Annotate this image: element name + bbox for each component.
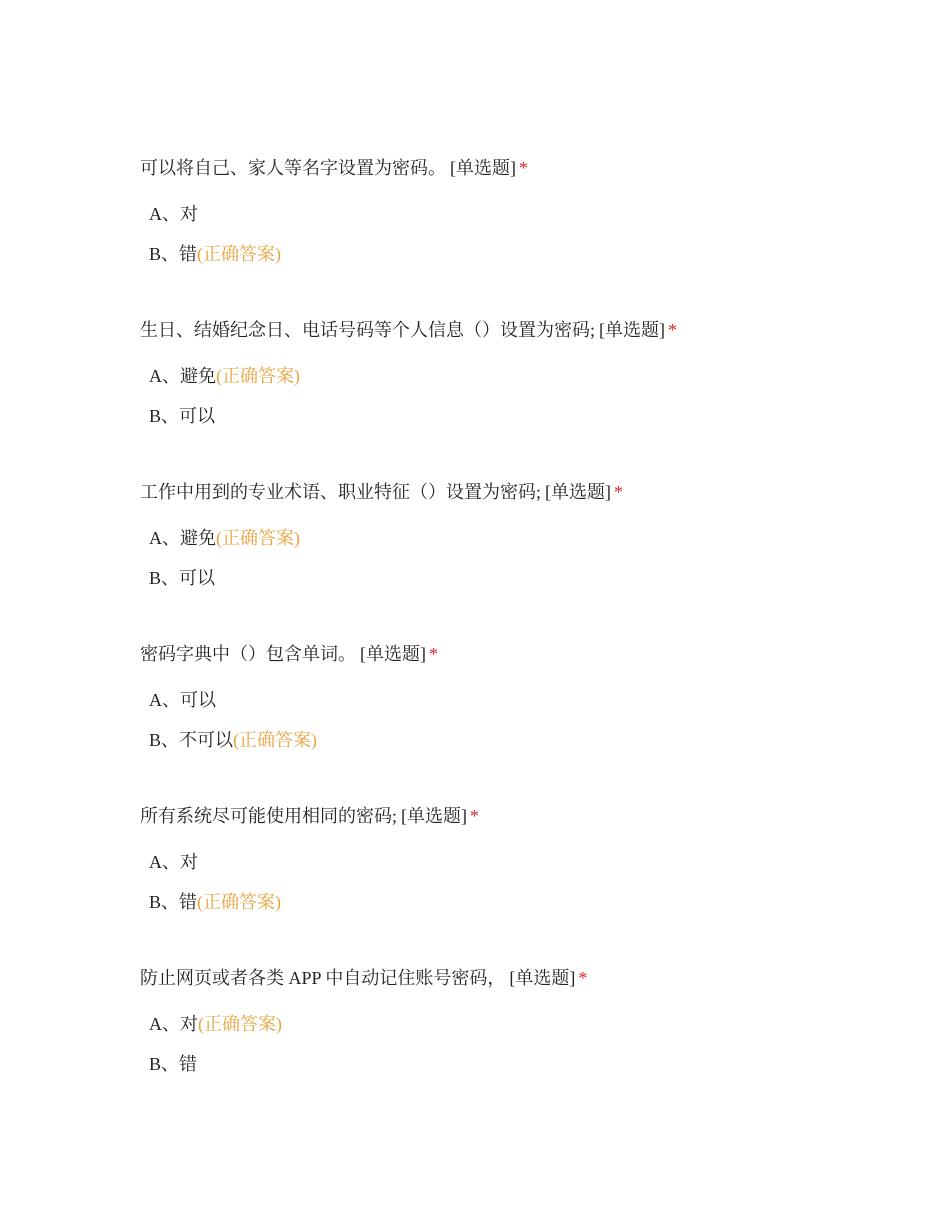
option-text: 对 [180, 204, 198, 224]
question-title [140, 965, 900, 991]
required-marker: * [668, 320, 677, 340]
question-type: [单选题] [450, 158, 516, 178]
option-a[interactable] [149, 849, 198, 875]
option-b[interactable] [149, 889, 281, 915]
required-marker: * [470, 806, 479, 826]
option-b[interactable] [149, 241, 281, 267]
correct-answer-mark: (正确答案) [233, 730, 318, 750]
question-type: [单选题] [360, 644, 426, 664]
option-a[interactable] [149, 201, 198, 227]
option-letter: A、 [149, 204, 180, 224]
option-text: 对 [180, 852, 198, 872]
quiz-list [140, 155, 900, 1127]
option-letter: B、 [149, 406, 180, 426]
question-2 [140, 317, 900, 479]
question-1 [140, 155, 900, 317]
question-text: 生日、结婚纪念日、电话号码等个人信息（）设置为密码; [140, 320, 595, 340]
option-letter: B、 [149, 568, 180, 588]
option-a[interactable] [149, 525, 300, 551]
question-type: [单选题] [545, 482, 611, 502]
question-text: 可以将自己、家人等名字设置为密码。 [140, 158, 446, 178]
option-text: 可以 [179, 568, 216, 588]
option-text: 错 [179, 1054, 198, 1074]
correct-answer-mark: (正确答案) [216, 528, 300, 548]
correct-answer-mark: (正确答案) [198, 1014, 282, 1034]
question-6 [140, 965, 900, 1127]
option-letter: B、 [149, 1054, 180, 1074]
question-5 [140, 803, 900, 965]
question-text: 防止网页或者各类 APP 中自动记住账号密码， [140, 968, 506, 988]
option-text: 对 [180, 1014, 198, 1034]
question-4 [140, 641, 900, 803]
option-letter: B、 [149, 892, 180, 912]
option-b[interactable] [149, 565, 215, 591]
question-type: [单选题] [509, 968, 576, 988]
option-letter: A、 [149, 528, 180, 548]
option-letter: A、 [149, 690, 180, 710]
option-text: 错 [179, 892, 198, 912]
option-text: 可以 [179, 406, 216, 426]
question-title [140, 155, 900, 181]
question-type: [单选题] [599, 320, 665, 340]
correct-answer-mark: (正确答案) [216, 366, 300, 386]
question-type: [单选题] [401, 806, 467, 826]
required-marker: * [429, 644, 438, 664]
option-text: 避免 [180, 366, 216, 386]
option-text: 错 [179, 244, 198, 264]
option-a[interactable] [149, 1011, 282, 1037]
option-letter: B、 [149, 730, 180, 750]
correct-answer-mark: (正确答案) [197, 892, 282, 912]
option-b[interactable] [149, 1051, 197, 1077]
option-letter: A、 [149, 1014, 180, 1034]
option-letter: A、 [149, 366, 180, 386]
question-title [140, 641, 900, 667]
option-letter: A、 [149, 852, 180, 872]
question-text: 工作中用到的专业术语、职业特征（）设置为密码; [140, 482, 541, 502]
option-text: 不可以 [179, 730, 234, 750]
option-text: 避免 [180, 528, 216, 548]
question-title [140, 479, 900, 505]
required-marker: * [578, 968, 588, 988]
question-text: 密码字典中（）包含单词。 [140, 644, 356, 664]
option-a[interactable] [149, 687, 216, 713]
option-b[interactable] [149, 727, 317, 753]
option-letter: B、 [149, 244, 180, 264]
question-text: 所有系统尽可能使用相同的密码; [140, 806, 397, 826]
option-a[interactable] [149, 363, 300, 389]
option-b[interactable] [149, 403, 215, 429]
question-title [140, 317, 900, 343]
required-marker: * [519, 158, 528, 178]
option-text: 可以 [180, 690, 216, 710]
question-title [140, 803, 900, 829]
required-marker: * [614, 482, 623, 502]
correct-answer-mark: (正确答案) [197, 244, 282, 264]
question-3 [140, 479, 900, 641]
